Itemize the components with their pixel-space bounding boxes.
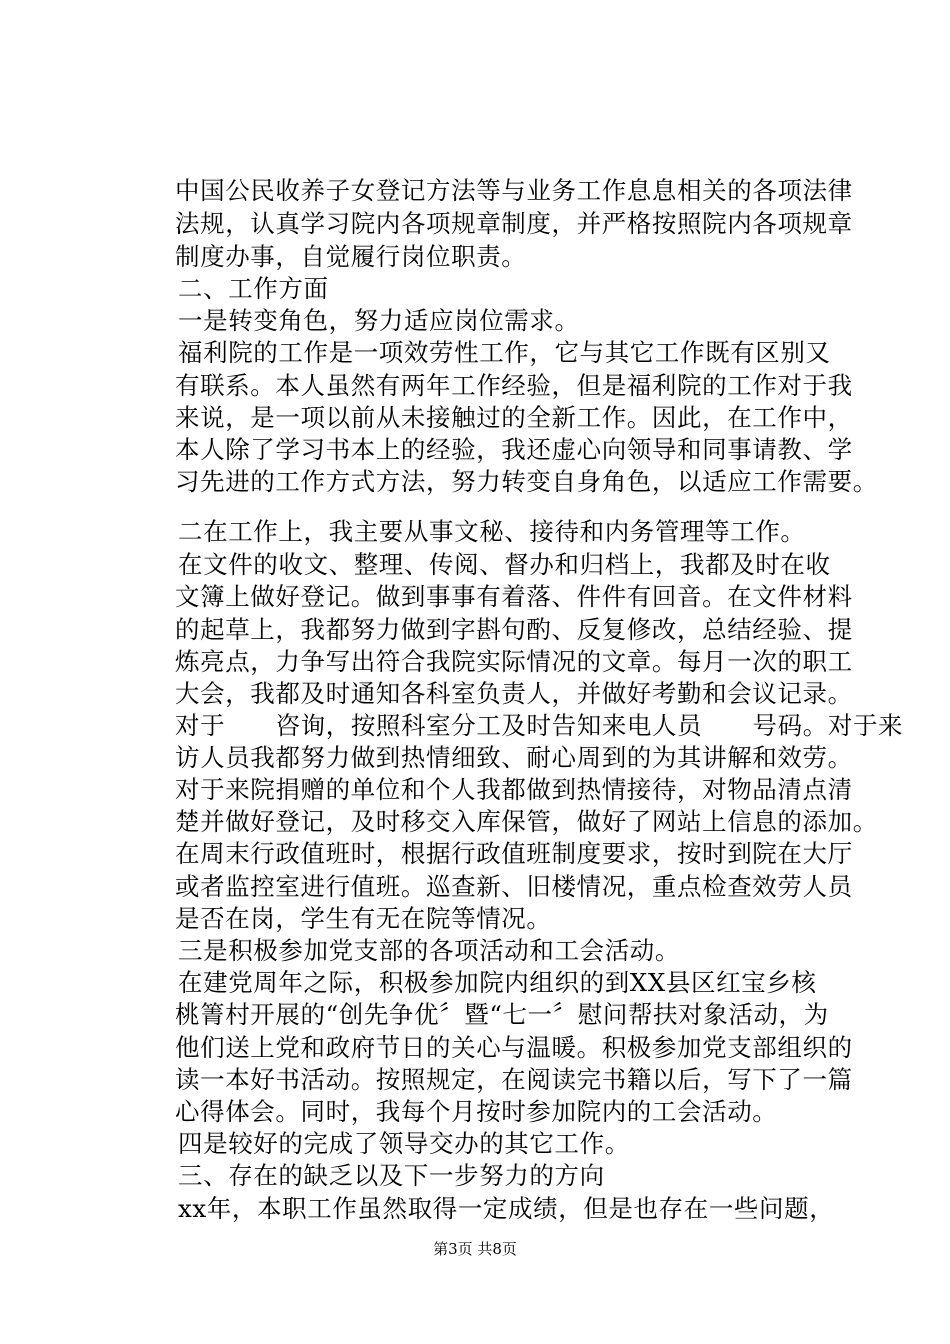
text-line: 制度办事，自觉履行岗位职责。 [175, 242, 527, 271]
paragraph-start: 在文件的收文、整理、传阅、督办和归档上，我都及时在收 [178, 550, 831, 579]
text-line: 他们送上党和政府节日的关心与温暖。积极参加党支部组织的 [175, 1033, 853, 1062]
paragraph-start: 福利院的工作是一项效劳性工作，它与其它工作既有区别又 [178, 338, 831, 367]
text-line: 的起草上，我都努力做到字斟句酌、反复修改，总结经验、提 [175, 615, 853, 644]
subsection-heading: 一是转变角色，努力适应岗位需求。 [178, 306, 580, 335]
text-line: 本人除了学习书本上的经验，我还虚心向领导和同事请教、学 [175, 435, 853, 464]
text-line: 对于来院捐赠的单位和个人我都做到热情接待，对物品清点清 [175, 775, 853, 804]
text-line: 法规，认真学习院内各项规章制度，并严格按照院内各项规章 [175, 209, 853, 238]
subsection-heading: 二在工作上，我主要从事文秘、接待和内务管理等工作。 [178, 517, 806, 546]
text-line: 心得体会。同时，我每个月按时参加院内的工会活动。 [175, 1097, 778, 1126]
page-footer: 第3页 共8页 [433, 1240, 517, 1258]
text-line: 对于 咨询，按照科室分工及时告知来电人员 号码。对于来 [175, 711, 904, 740]
text-line: 楚并做好登记，及时移交入库保管，做好了网站上信息的添加。 [175, 807, 878, 836]
text-line: 文簿上做好登记。做到事事有着落、件件有回音。在文件材料 [175, 582, 853, 611]
text-line: 访人员我都努力做到热情细致、耐心周到的为其讲解和效劳。 [175, 743, 853, 772]
text-line: 或者监控室进行值班。巡查新、旧楼情况，重点检查效劳人员 [175, 872, 853, 901]
text-line: 习先进的工作方式方法，努力转变自身角色，以适应工作需要。 [175, 467, 878, 496]
text-line: 在周末行政值班时，根据行政值班制度要求，按时到院在大厅 [175, 839, 853, 868]
text-line: 是否在岗，学生有无在院等情况。 [175, 904, 552, 933]
subsection-heading: 四是较好的完成了领导交办的其它工作。 [178, 1129, 630, 1158]
section-heading: 二、工作方面 [178, 274, 329, 303]
text-line: 大会，我都及时通知各科室负责人，并做好考勤和会议记录。 [175, 679, 853, 708]
text-line: 桃箐村开展的“创先争优〞暨“七一〞慰问帮扶对象活动，为 [175, 1000, 829, 1029]
section-heading: 三、存在的缺乏以及下一步努力的方向 [178, 1161, 605, 1190]
subsection-heading: 三是积极参加党支部的各项活动和工会活动。 [178, 936, 680, 965]
text-line: 中国公民收养子女登记方法等与业务工作息息相关的各项法律 [175, 176, 853, 205]
paragraph-start: xx年，本职工作虽然取得一定成绩，但是也存在一些问题， [178, 1194, 835, 1223]
text-line: 读一本好书活动。按照规定，在阅读完书籍以后，写下了一篇 [175, 1065, 853, 1094]
text-line: 有联系。本人虽然有两年工作经验，但是福利院的工作对于我 [175, 371, 853, 400]
text-line: 炼亮点，力争写出符合我院实际情况的文章。每月一次的职工 [175, 647, 853, 676]
paragraph-start: 在建党周年之际，积极参加院内组织的到XX县区红宝乡核 [178, 968, 817, 997]
text-line: 来说，是一项以前从未接触过的全新工作。因此，在工作中， [175, 403, 853, 432]
